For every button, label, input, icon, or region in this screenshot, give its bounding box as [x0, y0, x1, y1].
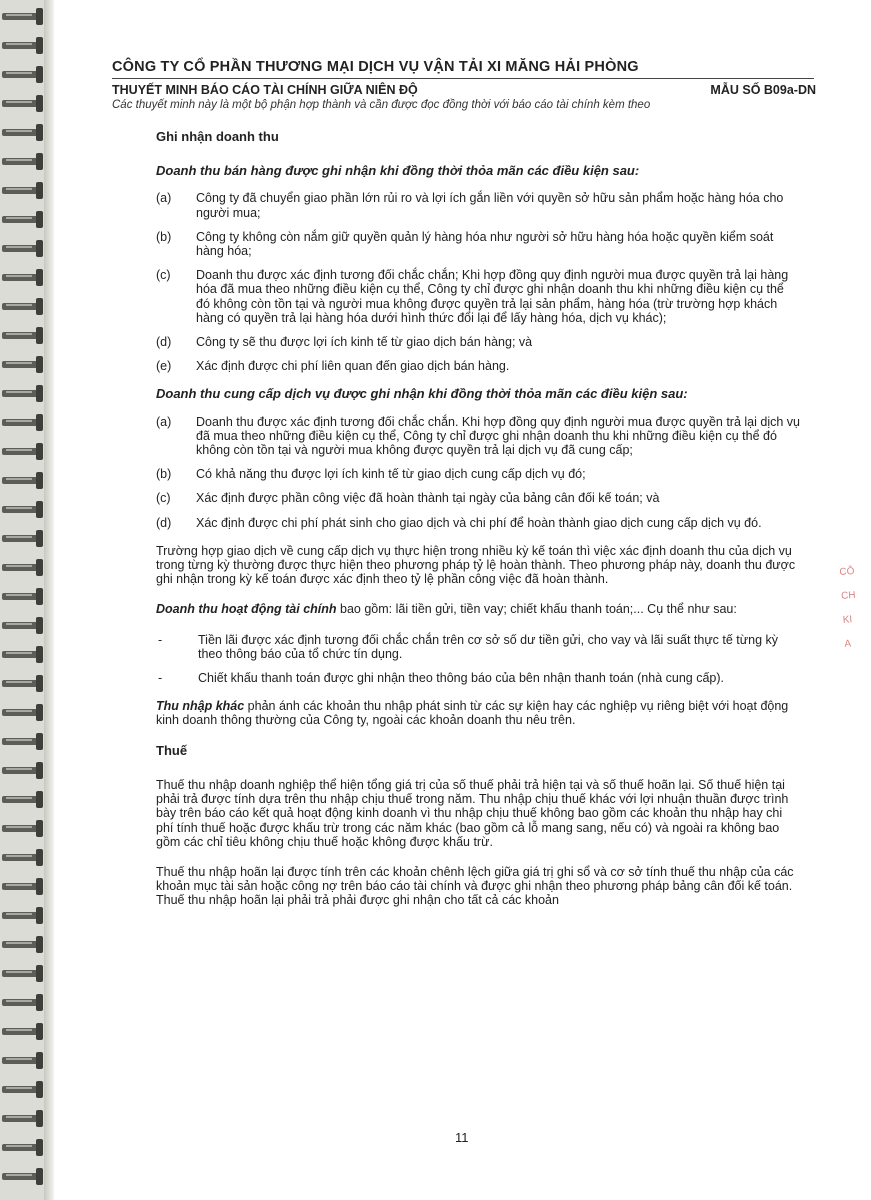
section-heading-tax: Thuế — [156, 742, 188, 758]
list-marker: (c) — [156, 268, 171, 283]
list-marker: (c) — [156, 491, 171, 506]
binding-ring — [2, 298, 50, 316]
list-item — [156, 191, 801, 219]
binding-ring — [2, 820, 50, 838]
list-text: Tiền lãi được xác định tương đối chắc chắn trên cơ sở số dư tiền gửi, cho vay và lãi suất thực tế từng kỳ theo thông báo của tổ chức tín dụng. — [198, 632, 779, 661]
list-marker: (d) — [156, 335, 172, 350]
list-item — [156, 230, 801, 258]
list-marker: (b) — [156, 467, 172, 482]
stamp-text: A — [844, 638, 852, 650]
list-item — [156, 359, 801, 373]
binding-ring — [2, 907, 50, 925]
binding-ring — [2, 385, 50, 403]
binding-ring — [2, 443, 50, 461]
list-text: Có khả năng thu được lợi ích kinh tế từ giao dịch cung cấp dịch vụ đó; — [196, 467, 586, 482]
other-income-label: Thu nhập khác — [156, 699, 245, 714]
binding-ring — [2, 1052, 50, 1070]
binding-ring — [2, 559, 50, 577]
binding-ring — [2, 617, 50, 635]
binding-ring — [2, 124, 50, 142]
financial-revenue-text: bao gồm: lãi tiền gửi, tiền vay; chiết khấu thanh toán;... Cụ thể như sau: — [336, 602, 737, 617]
list-item — [156, 415, 801, 458]
tax-paragraph-1: Thuế thu nhập doanh nghiệp thể hiện tổng giá trị của số thuế phải trả hiện tại và số thuế hoãn lại. Số thuế hiện tại phải trả được tính dựa trên thu nhập chịu thuế trong năm. Thu nhập chịu thuế khác với lợi nhuận thuần được trình bày trên báo cáo kết quả hoạt động kinh doanh vì thu nhập chịu thuế không bao gồm các khoản thu nhập hay chi phí tính thuế hoặc được khấu trừ trong các năm khác (bao gồm cả lỗ mang sang, nếu có) và ngoài ra không bao gồm các chỉ tiêu không chịu thuế hoặc không được khấu trừ. — [156, 777, 789, 849]
list-text: Xác định được phần công việc đã hoàn thành tại ngày của bảng cân đối kế toán; và — [196, 491, 660, 506]
binding-ring — [2, 182, 50, 200]
binding-ring — [2, 37, 50, 55]
financial-revenue-paragraph — [156, 602, 801, 616]
binding-ring — [2, 1168, 50, 1186]
tax-paragraph-2: Thuế thu nhập hoãn lại được tính trên các khoản chênh lệch giữa giá trị ghi sổ và cơ sở tính thuế thu nhập của các khoản mục tài sản hoặc công nợ trên báo cáo tài chính và được ghi nhận theo phương pháp bảng cân đối kế toán. Thuế thu nhập hoãn lại phải trả phải được ghi nhận cho tất cả các khoản — [156, 864, 794, 908]
dash-marker: - — [158, 632, 163, 647]
list-item — [156, 516, 801, 530]
list-text: Công ty không còn nắm giữ quyền quản lý hàng hóa như người sở hữu hàng hóa hoặc quyền kiểm soát hàng hóa; — [196, 229, 774, 259]
binding-ring — [2, 501, 50, 519]
other-income-paragraph — [156, 699, 801, 727]
list-text: Doanh thu được xác định tương đối chắc chắn; Khi hợp đồng quy định người mua được quyền trả lại hàng hóa đã mua theo những điều kiện cụ thể, Công ty chỉ được ghi nhận doanh thu khi những điều kiện cụ thể đó không còn tồn tại và người mua không được quyền trả lại sản phẩm, hàng hóa (trừ trường hợp khách hàng có quyền trả lại hàng hóa dưới hình thức đổi lại để lấy hàng hóa, dịch vụ khác); — [196, 268, 789, 325]
spiral-binding — [0, 0, 52, 1200]
binding-ring — [2, 646, 50, 664]
page-number: 11 — [455, 1130, 469, 1145]
stamp-text: KI — [842, 614, 853, 626]
binding-ring — [2, 530, 50, 548]
binding-ring — [2, 965, 50, 983]
binding-ring — [2, 95, 50, 113]
binding-ring — [2, 675, 50, 693]
list-marker: (b) — [156, 229, 172, 244]
other-income-text: phản ánh các khoản thu nhập phát sinh từ các sự kiện hay các nghiệp vụ riêng biệt với hoạt động kinh doanh thông thường của Công ty, ngoài các khoản doanh thu nêu trên. — [156, 699, 789, 728]
binding-ring — [2, 936, 50, 954]
sales-revenue-heading: Doanh thu bán hàng được ghi nhận khi đồng thời thỏa mãn các điều kiện sau: — [156, 163, 640, 179]
services-revenue-heading: Doanh thu cung cấp dịch vụ được ghi nhận khi đồng thời thỏa mãn các điều kiện sau: — [156, 386, 688, 402]
binding-ring — [2, 8, 50, 26]
multi-period-paragraph: Trường hợp giao dịch về cung cấp dịch vụ thực hiện trong nhiều kỳ kế toán thì việc xác định doanh thu của dịch vụ trong từng kỳ thường được thực hiện theo phương pháp tỷ lệ hoàn thành. Theo phương pháp này, doanh thu được ghi nhận trong kỳ kế toán được xác định theo tỷ lệ phần công việc đã hoàn thành. — [156, 543, 796, 587]
company-name: CÔNG TY CỔ PHẦN THƯƠNG MẠI DỊCH VỤ VẬN TẢI XI MĂNG HẢI PHÒNG — [112, 59, 639, 75]
list-item — [156, 268, 801, 325]
binding-ring — [2, 269, 50, 287]
binding-ring — [2, 588, 50, 606]
financial-revenue-label: Doanh thu hoạt động tài chính — [156, 602, 337, 617]
stamp-text: CÔ — [839, 565, 855, 578]
binding-ring — [2, 356, 50, 374]
binding-ring — [2, 211, 50, 229]
binding-ring — [2, 414, 50, 432]
list-text: Xác định được chi phí phát sinh cho giao dịch và chi phí để hoàn thành giao dịch cung cấp dịch vụ đó. — [196, 515, 762, 530]
list-marker: (d) — [156, 515, 172, 530]
binding-ring — [2, 1110, 50, 1128]
binding-ring — [2, 849, 50, 867]
list-text: Xác định được chi phí liên quan đến giao dịch bán hàng. — [196, 359, 510, 374]
list-text: Chiết khấu thanh toán được ghi nhận theo thông báo của bên nhận thanh toán (nhà cung cấp). — [198, 671, 724, 686]
binding-ring — [2, 791, 50, 809]
stamp-text: CH — [840, 589, 856, 602]
binding-ring — [2, 66, 50, 84]
list-marker: (a) — [156, 191, 172, 206]
dash-marker: - — [158, 671, 163, 686]
binding-ring — [2, 762, 50, 780]
form-code: MẪU SỐ B09a-DN — [710, 83, 816, 97]
binding-ring — [2, 153, 50, 171]
document-page — [60, 0, 871, 1200]
document-body — [156, 130, 801, 924]
list-item — [156, 467, 801, 481]
binding-ring — [2, 240, 50, 258]
binding-ring — [2, 994, 50, 1012]
document-subtitle: Các thuyết minh này là một bộ phận hợp thành và cần được đọc đồng thời với báo cáo tài chính kèm theo — [112, 99, 651, 111]
list-marker: (e) — [156, 359, 172, 374]
binding-ring — [2, 1081, 50, 1099]
list-item — [156, 335, 801, 349]
document-title: THUYẾT MINH BÁO CÁO TÀI CHÍNH GIỮA NIÊN ĐỘ — [112, 83, 418, 97]
binding-ring — [2, 327, 50, 345]
list-text: Công ty đã chuyển giao phần lớn rủi ro và lợi ích gắn liền với quyền sở hữu sản phẩm hoặc hàng hóa cho người mua; — [196, 191, 784, 220]
list-text: Doanh thu được xác định tương đối chắc chắn. Khi hợp đồng quy định người mua được quyền trả lại dịch vụ đã mua theo những điều kiện cụ thể, Công ty chỉ được ghi nhận doanh thu khi những điều kiện cụ thể đó không còn tồn tại và người mua không được quyền trả lại dịch vụ đã cung cấp; — [196, 414, 800, 458]
binding-ring — [2, 704, 50, 722]
list-item — [156, 671, 801, 685]
list-item — [156, 491, 801, 505]
binding-ring — [2, 1139, 50, 1157]
binding-ring — [2, 733, 50, 751]
binding-ring — [2, 878, 50, 896]
section-heading-revenue: Ghi nhận doanh thu — [156, 129, 279, 144]
header-rule — [112, 78, 814, 79]
list-marker: (a) — [156, 414, 172, 429]
list-text: Công ty sẽ thu được lợi ích kinh tế từ giao dịch bán hàng; và — [196, 335, 533, 350]
list-item — [156, 633, 801, 661]
binding-ring — [2, 1023, 50, 1041]
binding-ring — [2, 472, 50, 490]
